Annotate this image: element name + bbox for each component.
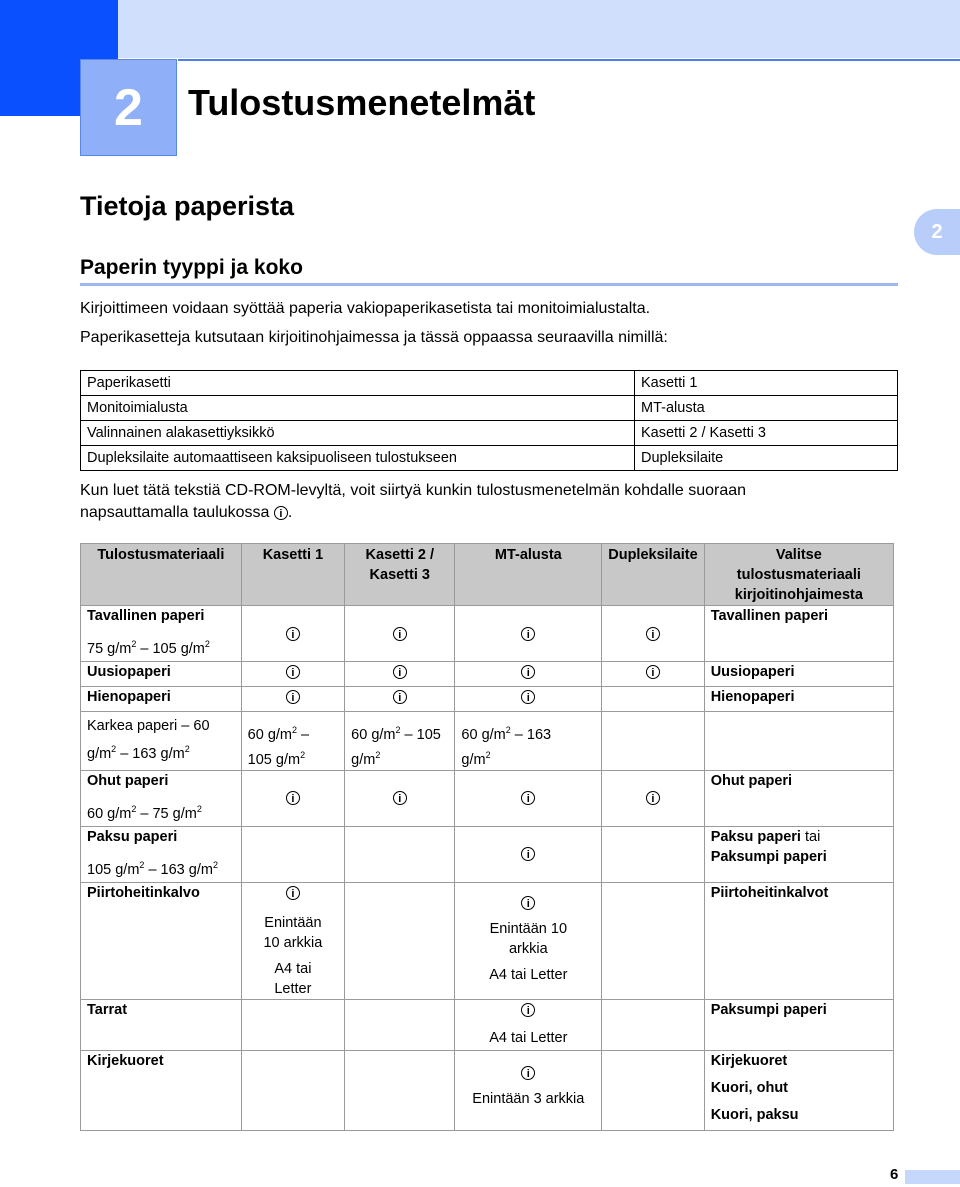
driver-setting: Hienopaperi bbox=[704, 687, 893, 712]
tray23-empty bbox=[345, 1050, 455, 1130]
page-number-bar bbox=[905, 1170, 960, 1184]
media-name: Kirjekuoret bbox=[81, 1050, 242, 1130]
media-name: Tavallinen paperi 75 $g/m^2 - 105$ $g/m^2$ bbox=[81, 606, 242, 662]
tray23-link[interactable] bbox=[345, 687, 455, 712]
header-mp-tray: MT-alusta bbox=[455, 544, 602, 606]
header-tray23: Kasetti 2 / Kasetti 3 bbox=[345, 544, 455, 606]
driver-setting: Uusiopaperi bbox=[704, 662, 893, 687]
duplex-empty bbox=[602, 687, 704, 712]
driver-setting: Kirjekuoret Kuori, ohut Kuori, paksu bbox=[704, 1050, 893, 1130]
link-note-end: . bbox=[287, 504, 293, 521]
info-icon: i bbox=[286, 690, 300, 704]
info-icon: i bbox=[521, 847, 535, 861]
header-duplex: Dupleksilaite bbox=[602, 544, 704, 606]
intro-line-2: Paperikasetteja kutsutaan kirjoitinohjaimessa ja tässä oppaassa seuraavilla nimillä: bbox=[80, 329, 668, 346]
table-row bbox=[81, 770, 894, 826]
media-name: Karkea paperi – 60 $g/m^2 - 163$ $g/m^2$ bbox=[81, 712, 242, 771]
tray23-empty bbox=[345, 826, 455, 882]
info-icon: i bbox=[521, 627, 535, 641]
info-icon: i bbox=[286, 665, 300, 679]
tray1-empty bbox=[241, 1050, 344, 1130]
section-title: Tietoja paperista bbox=[80, 191, 295, 221]
info-icon: i bbox=[393, 665, 407, 679]
mp-link[interactable] bbox=[455, 662, 602, 687]
link-note-text: napsauttamalla taulukossa bbox=[80, 504, 270, 521]
table-row bbox=[81, 999, 894, 1050]
table-row bbox=[81, 446, 898, 471]
media-table bbox=[80, 543, 894, 1131]
media-name: Tarrat bbox=[81, 999, 242, 1050]
tray23-empty bbox=[345, 999, 455, 1050]
header-driver-setting: Valitse tulostusmateriaali kirjoitinohjaimesta bbox=[704, 544, 893, 606]
mp-link[interactable] bbox=[455, 606, 602, 662]
driver-empty bbox=[704, 712, 893, 771]
tray-name: Dupleksilaite automaattiseen kaksipuoliseen tulostukseen bbox=[81, 446, 635, 471]
info-icon: i bbox=[393, 791, 407, 805]
table-header-row bbox=[81, 544, 894, 606]
table-row bbox=[81, 712, 894, 771]
tray23-link[interactable] bbox=[345, 662, 455, 687]
info-icon: i bbox=[521, 1003, 535, 1017]
info-icon: i bbox=[646, 791, 660, 805]
info-icon: i bbox=[521, 896, 535, 910]
tray-label: Kasetti 1 bbox=[635, 371, 898, 396]
info-icon: i bbox=[521, 791, 535, 805]
mp-weight[interactable]: 60 $g/m^2 - 163$ $g/m^2$ bbox=[455, 712, 602, 771]
subsection-rule bbox=[80, 283, 898, 286]
table-row bbox=[81, 396, 898, 421]
mp-link[interactable] bbox=[455, 770, 602, 826]
tray-name: Paperikasetti bbox=[81, 371, 635, 396]
table-row bbox=[81, 826, 894, 882]
table-row bbox=[81, 606, 894, 662]
duplex-empty bbox=[602, 712, 704, 771]
media-name: Piirtoheitinkalvo bbox=[81, 882, 242, 999]
table-row bbox=[81, 421, 898, 446]
tray1-link[interactable] bbox=[241, 687, 344, 712]
media-name: Paksu paperi 105 $g/m^2 - 163$ $g/m^2$ bbox=[81, 826, 242, 882]
tray-label: Kasetti 2 / Kasetti 3 bbox=[635, 421, 898, 446]
table-row bbox=[81, 662, 894, 687]
duplex-empty bbox=[602, 882, 704, 999]
duplex-empty bbox=[602, 999, 704, 1050]
info-icon: i bbox=[646, 627, 660, 641]
mp-info[interactable]: i Enintään 10 arkkia A4 tai Letter bbox=[455, 882, 602, 999]
info-icon: i bbox=[286, 627, 300, 641]
duplex-link[interactable] bbox=[602, 770, 704, 826]
info-icon: i bbox=[393, 627, 407, 641]
header-band bbox=[0, 0, 960, 58]
tray1-empty bbox=[241, 826, 344, 882]
mp-link[interactable] bbox=[455, 687, 602, 712]
tray1-link[interactable] bbox=[241, 662, 344, 687]
tray1-link[interactable] bbox=[241, 770, 344, 826]
tray23-empty bbox=[345, 882, 455, 999]
info-icon: i bbox=[521, 690, 535, 704]
driver-setting: Ohut paperi bbox=[704, 770, 893, 826]
chapter-side-tab[interactable]: 2 bbox=[914, 209, 960, 255]
info-icon: i bbox=[521, 1066, 535, 1080]
info-icon: i bbox=[274, 506, 288, 520]
table-row bbox=[81, 687, 894, 712]
duplex-empty bbox=[602, 1050, 704, 1130]
driver-setting: Tavallinen paperi bbox=[704, 606, 893, 662]
duplex-empty bbox=[602, 826, 704, 882]
info-icon: i bbox=[286, 886, 300, 900]
link-note-line-2 bbox=[80, 500, 292, 525]
tray1-link[interactable] bbox=[241, 606, 344, 662]
tray-name: Valinnainen alakasettiyksikkö bbox=[81, 421, 635, 446]
header-tray1: Kasetti 1 bbox=[241, 544, 344, 606]
table-row bbox=[81, 1050, 894, 1130]
info-icon: i bbox=[393, 690, 407, 704]
driver-setting: Paksu paperi tai Paksumpi paperi bbox=[704, 826, 893, 882]
chapter-number: 2 bbox=[80, 59, 177, 156]
page-number: 6 bbox=[890, 1166, 899, 1183]
tray1-info[interactable]: i Enintään 10 arkkia A4 tai Letter bbox=[241, 882, 344, 999]
table-row bbox=[81, 371, 898, 396]
info-icon: i bbox=[521, 665, 535, 679]
chapter-title: Tulostusmenetelmät bbox=[188, 82, 536, 123]
header-media: Tulostusmateriaali bbox=[81, 544, 242, 606]
link-note-line-1: Kun luet tätä tekstiä CD-ROM-levyltä, voit siirtyä kunkin tulostusmenetelmän kohdalle suoraan bbox=[80, 482, 747, 499]
table-row bbox=[81, 882, 894, 999]
tray-names-table bbox=[80, 370, 898, 471]
info-icon: i bbox=[286, 791, 300, 805]
info-icon: i bbox=[646, 665, 660, 679]
duplex-link[interactable] bbox=[602, 606, 704, 662]
driver-setting: Paksumpi paperi bbox=[704, 999, 893, 1050]
media-name: Hienopaperi bbox=[81, 687, 242, 712]
driver-setting: Piirtoheitinkalvot bbox=[704, 882, 893, 999]
tray1-empty bbox=[241, 999, 344, 1050]
chapter-rule bbox=[178, 59, 960, 61]
media-name: Ohut paperi 60 $g/m^2 - 75$ $g/m^2$ bbox=[81, 770, 242, 826]
tray23-weight[interactable]: 60 $g/m^2 - 105$ $g/m^2$ bbox=[345, 712, 455, 771]
mp-info[interactable]: i A4 tai Letter bbox=[455, 999, 602, 1050]
intro-line-1: Kirjoittimeen voidaan syöttää paperia vakiopaperikasetista tai monitoimialustalta. bbox=[80, 300, 651, 317]
subsection-title: Paperin tyyppi ja koko bbox=[80, 256, 303, 279]
duplex-link[interactable] bbox=[602, 662, 704, 687]
tray-name: Monitoimialusta bbox=[81, 396, 635, 421]
tray-label: MT-alusta bbox=[635, 396, 898, 421]
tray1-weight[interactable]: 60 $g/m^2$ – 105 $g/m^2$ bbox=[241, 712, 344, 771]
tray23-link[interactable] bbox=[345, 770, 455, 826]
mp-info[interactable]: i Enintään 3 arkkia bbox=[455, 1050, 602, 1130]
mp-link[interactable] bbox=[455, 826, 602, 882]
tray23-link[interactable] bbox=[345, 606, 455, 662]
tray-label: Dupleksilaite bbox=[635, 446, 898, 471]
media-name: Uusiopaperi bbox=[81, 662, 242, 687]
